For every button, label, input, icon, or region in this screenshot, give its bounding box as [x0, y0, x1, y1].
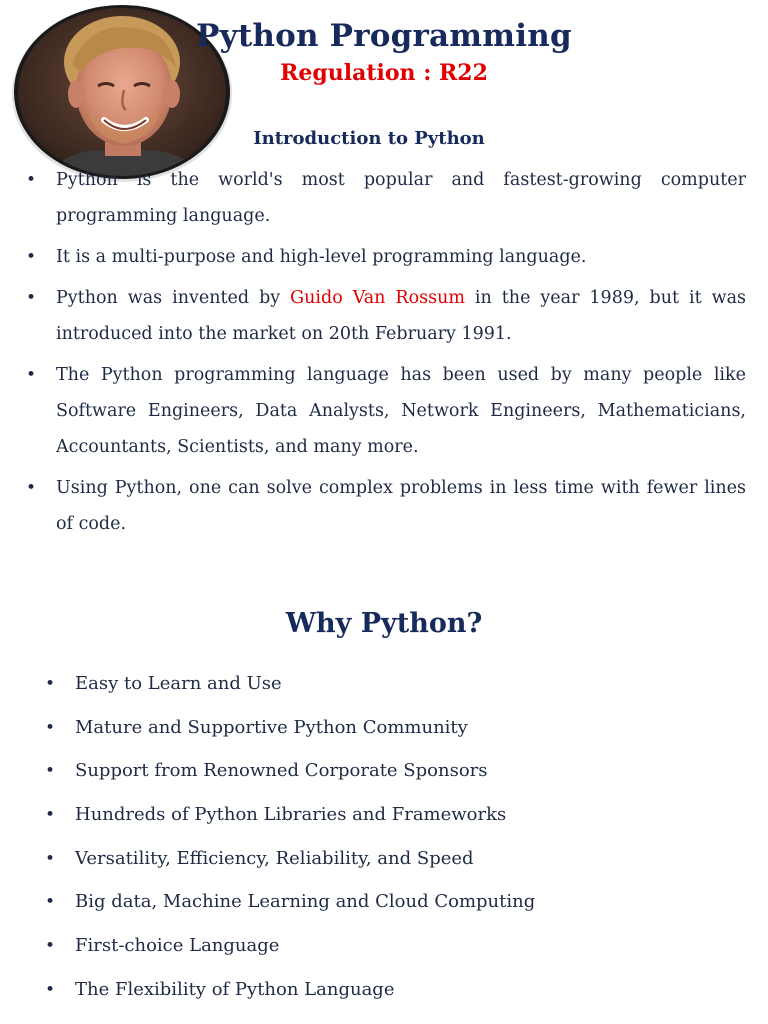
- inventor-name: Guido Van Rossum: [290, 288, 465, 308]
- list-item: [45, 841, 725, 885]
- page-title: Python Programming: [196, 18, 572, 54]
- list-item: [26, 280, 746, 352]
- list-item-text: Mature and Supportive Python Community: [75, 716, 468, 738]
- list-item-text: Using Python, one can solve complex problems in less time with fewer lines of code.: [56, 478, 746, 534]
- list-item: [45, 666, 725, 710]
- list-item: [45, 710, 725, 754]
- bullet: •: [45, 979, 56, 1000]
- list-item-text: The Python programming language has been used by many people like Software Engineers, Data Analysts, Network Engineers, Mathematicians, Accountants, Scientists, and many more.: [56, 365, 746, 457]
- list-item-text-after: in the year 1989, but it was introduced into the market on 20th February 1991.: [56, 288, 746, 344]
- bullet: •: [26, 288, 37, 308]
- list-item: [45, 797, 725, 841]
- bullet: •: [45, 936, 56, 957]
- list-item: [26, 239, 746, 275]
- list-item: [45, 928, 725, 972]
- list-item: [26, 357, 746, 465]
- bullet: •: [45, 761, 56, 782]
- list-item-text: First-choice Language: [75, 935, 280, 957]
- list-item-text: Easy to Learn and Use: [75, 673, 282, 694]
- intro-heading: Introduction to Python: [253, 128, 485, 149]
- list-item: [45, 753, 725, 797]
- why-python-heading: Why Python?: [285, 608, 483, 639]
- list-item-text: It is a multi-purpose and high-level programming language.: [56, 247, 587, 267]
- bullet: •: [45, 892, 56, 913]
- list-item: [26, 162, 746, 234]
- bullet: •: [45, 805, 56, 826]
- bullet: •: [26, 365, 37, 385]
- list-item-text: Big data, Machine Learning and Cloud Computing: [75, 891, 536, 913]
- list-item-text: Versatility, Efficiency, Reliability, and Speed: [75, 847, 474, 869]
- bullet: •: [45, 674, 56, 694]
- list-item-text-before: Python was invented by: [56, 288, 291, 308]
- bullet: •: [45, 717, 56, 738]
- regulation-label: Regulation : R22: [280, 60, 488, 86]
- list-item: [26, 470, 746, 542]
- bullet: •: [26, 247, 37, 267]
- list-item: [45, 884, 725, 928]
- list-item-text: Hundreds of Python Libraries and Frameworks: [75, 804, 507, 826]
- list-item-text: The Flexibility of Python Language: [75, 978, 395, 1000]
- intro-list: [26, 162, 746, 547]
- bullet: •: [45, 848, 56, 869]
- bullet: •: [26, 170, 37, 190]
- why-python-list: [45, 666, 725, 1016]
- list-item-text: Support from Renowned Corporate Sponsors: [75, 760, 488, 782]
- bullet: •: [26, 478, 37, 498]
- list-item: [45, 972, 725, 1016]
- list-item-text: Python is the world's most popular and fastest-growing computer programming language.: [56, 170, 746, 226]
